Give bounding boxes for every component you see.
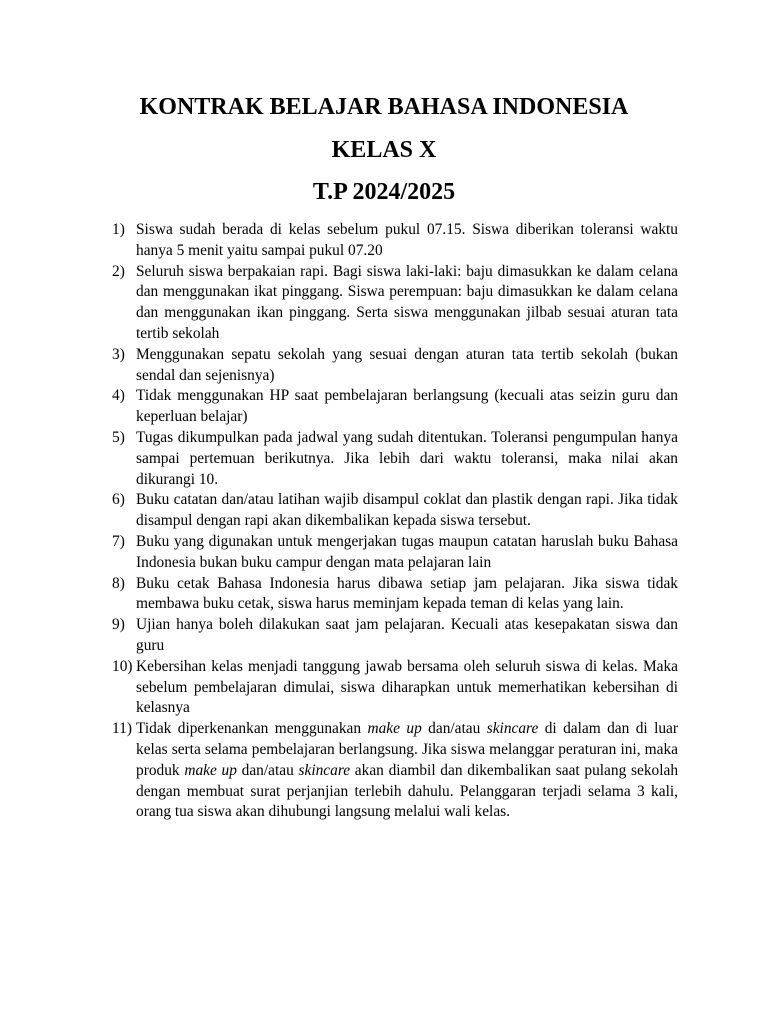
rule-number: 3) — [112, 345, 125, 363]
rule-item — [112, 262, 678, 345]
school-year-subtitle: T.P 2024/2025 — [312, 179, 456, 205]
rule-text-segment: dan/atau — [421, 720, 487, 738]
rule-item — [112, 719, 678, 823]
rule-text: Kebersihan kelas menjadi tanggung jawab bersama oleh seluruh siswa di kelas. Maka sebelum pembelajaran dimulai, siswa diharapkan untuk memerhatikan kebersihan di kelasnya — [136, 657, 678, 717]
rule-text: Buku cetak Bahasa Indonesia harus dibawa setiap jam pelajaran. Jika siswa tidak membawa buku cetak, siswa harus meminjam kepada teman di kelas yang lain. — [136, 574, 678, 613]
rule-text — [136, 719, 678, 823]
rule-text: Ujian hanya boleh dilakukan saat jam pelajaran. Kecuali atas kesepakatan siswa dan guru — [136, 616, 678, 654]
rule-number: 8) — [112, 574, 125, 592]
rule-number: 9) — [112, 616, 125, 634]
rule-item — [112, 428, 678, 490]
rule-text: Tugas dikumpulkan pada jadwal yang sudah ditentukan. Toleransi pengumpulan hanya sampai pertemuan berikutnya. Jika lebih dari waktu toleransi, maka nilai akan dikurangi 10. — [136, 428, 678, 488]
rule-item — [112, 490, 678, 532]
rule-text-segment: Tidak diperkenankan menggunakan — [136, 720, 368, 738]
rule-text-segment: akan diambil dan dikembalikan saat pulang sekolah dengan membuat surat perjanjian terlebih dahulu. Pelanggaran terjadi selama 3 kali, orang tua siswa akan dihubungi langsung melalui wali kelas. — [136, 761, 679, 821]
rule-text-italic: make up — [184, 761, 237, 779]
rule-text: Menggunakan sepatu sekolah yang sesuai dengan aturan tata tertib sekolah (bukan sendal dan sejenisnya) — [136, 345, 678, 384]
rule-text-segment: dan/atau — [236, 761, 299, 779]
rule-text: Tidak menggunakan HP saat pembelajaran berlangsung (kecuali atas seizin guru dan keperluan belajar) — [136, 387, 678, 426]
rule-text-italic: make up — [367, 720, 422, 738]
rule-item — [112, 615, 678, 657]
rule-item — [112, 345, 678, 387]
rule-number: 2) — [112, 262, 125, 280]
rule-item — [112, 220, 678, 262]
class-subtitle: KELAS X — [331, 137, 437, 163]
rule-text: Seluruh siswa berpakaian rapi. Bagi siswa laki-laki: baju dimasukkan ke dalam celana dan menggunakan ikat pinggang. Siswa perempuan: baju dimasukkan ke dalam celana dan menggunakan ikan pinggang. Serta siswa menggunakan jilbab sesuai aturan tata tertib sekolah — [136, 262, 678, 342]
rule-item — [112, 574, 678, 616]
rule-number: 5) — [112, 428, 125, 446]
rule-item — [112, 532, 678, 574]
rule-text: Buku catatan dan/atau latihan wajib disampul coklat dan plastik dengan rapi. Jika tidak disampul dengan rapi akan dikembalikan kepada siswa tersebut. — [136, 491, 678, 530]
rule-number: 4) — [112, 387, 125, 405]
rule-item — [112, 657, 678, 719]
rule-number: 11) — [112, 720, 132, 738]
rule-item — [112, 386, 678, 428]
rule-text-italic: skincare — [486, 720, 539, 738]
rule-text: Siswa sudah berada di kelas sebelum pukul 07.15. Siswa diberikan toleransi waktu hanya 5 menit yaitu sampai pukul 07.20 — [136, 221, 678, 259]
rule-number: 6) — [112, 491, 125, 509]
rule-text-italic: skincare — [298, 761, 351, 779]
rule-text-segment: di dalam dan di luar kelas serta selama pembelajaran berlangsung. Jika siswa melanggar peraturan ini, maka produk — [136, 720, 679, 779]
rule-number: 10) — [112, 657, 133, 675]
document-title: KONTRAK BELAJAR BAHASA INDONESIA — [139, 94, 629, 120]
rule-number: 1) — [112, 221, 125, 238]
rule-text: Buku yang digunakan untuk mengerjakan tugas maupun catatan haruslah buku Bahasa Indonesia bukan buku campur dengan mata pelajaran lain — [136, 532, 678, 571]
rules-list — [112, 220, 678, 823]
rule-number: 7) — [112, 532, 125, 550]
